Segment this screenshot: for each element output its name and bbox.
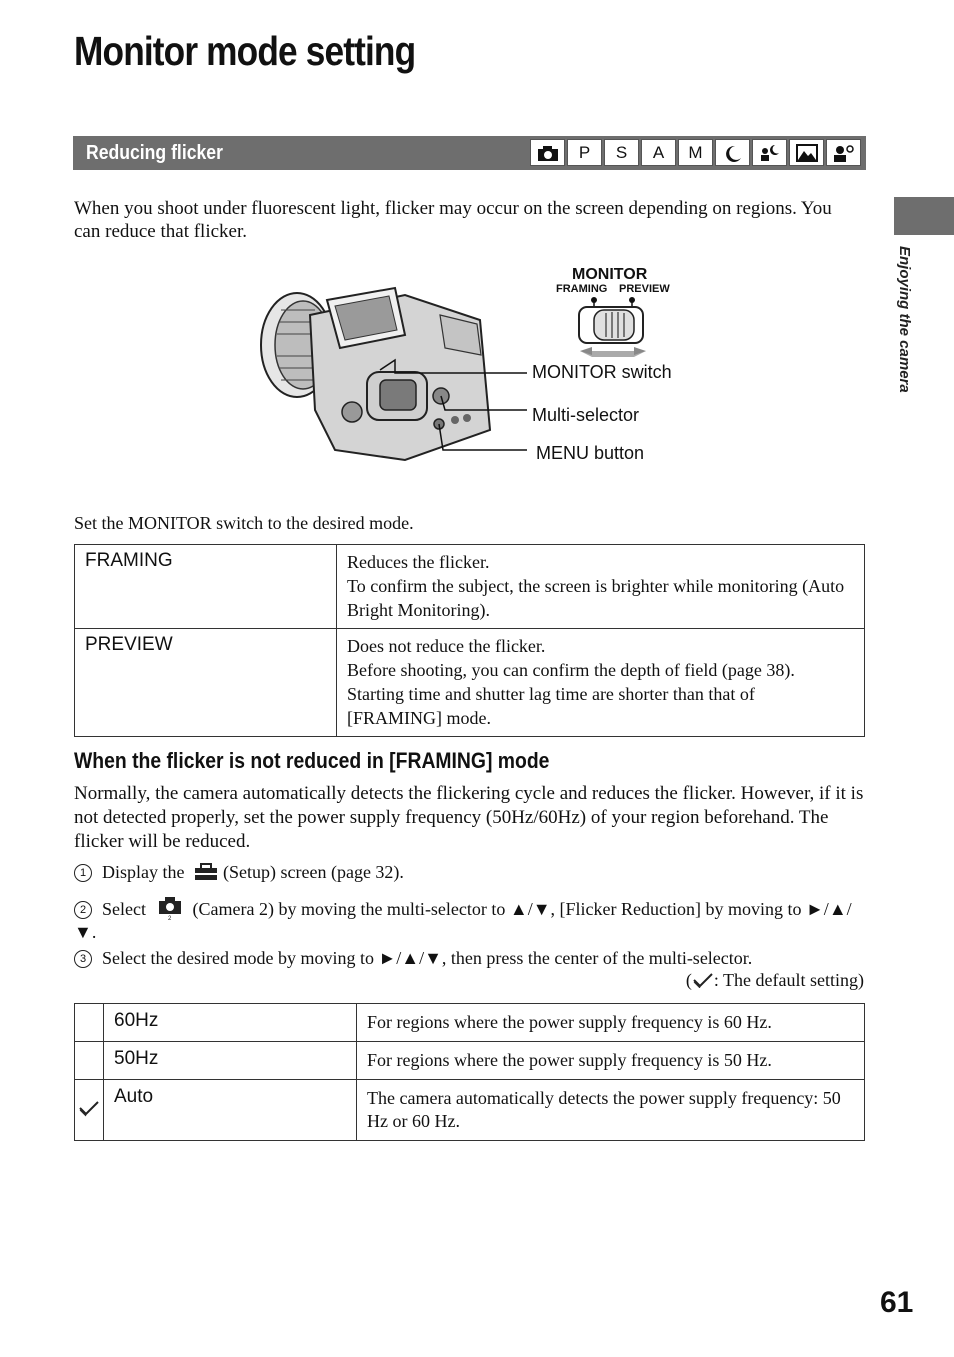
portrait-icon — [826, 139, 861, 166]
night-portrait-icon — [752, 139, 787, 166]
mode-a: A — [641, 139, 676, 166]
frequency-description: The camera automatically detects the power supply frequency: 50 Hz or 60 Hz. — [357, 1080, 865, 1141]
step-1 — [74, 861, 404, 884]
subheading: When the flicker is not reduced in [FRAMING] mode — [74, 748, 550, 773]
step-text: (Setup) screen (page 32). — [223, 862, 404, 882]
step-text: Display the — [102, 862, 185, 882]
framing-label: FRAMING — [556, 283, 608, 295]
section-bar — [73, 136, 866, 170]
monitor-switch-diagram — [572, 295, 652, 363]
intro-paragraph: When you shoot under fluorescent light, flicker may occur on the screen depending on regions. You can reduce that flicker. — [74, 198, 832, 242]
frequency-description: For regions where the power supply frequency is 60 Hz. — [357, 1004, 865, 1042]
description-line: Reduces the flicker. — [347, 552, 490, 572]
frequency-option: 50Hz — [104, 1042, 357, 1080]
mode-m: M — [678, 139, 713, 166]
description-line: To confirm the subject, the screen is brighter while monitoring (Auto Bright Monitoring). — [347, 576, 845, 620]
monitor-label: MONITOR — [572, 266, 648, 283]
step-number: 2 — [74, 901, 92, 919]
svg-text:2: 2 — [168, 916, 172, 921]
step-number: 3 — [74, 950, 92, 968]
description-line: Does not reduce the flicker. — [347, 636, 546, 656]
mode-name: PREVIEW — [75, 629, 337, 737]
step-3 — [74, 947, 864, 970]
table-row — [75, 545, 865, 629]
step-text: Select the desired mode by moving to ►/▲/▼, then press the center of the multi-selector. — [102, 948, 753, 968]
landscape-icon — [789, 139, 824, 166]
mode-name: FRAMING — [75, 545, 337, 629]
mode-p: P — [567, 139, 602, 166]
toolbox-icon — [193, 863, 219, 881]
step-number: 1 — [74, 864, 92, 882]
side-tab — [894, 197, 954, 235]
step-2 — [74, 893, 864, 944]
mode-icons — [530, 139, 861, 166]
page-title: Monitor mode setting — [74, 28, 416, 74]
section-title: Reducing flicker — [86, 142, 223, 164]
camera-icon — [530, 139, 565, 166]
mode-description — [337, 629, 865, 737]
frequency-option: Auto — [104, 1080, 357, 1141]
default-marker — [75, 1080, 104, 1141]
step-text: (Camera 2) by moving the multi-selector to ▲/▼, [Flicker Reduction] by moving to ►/▲/▼. — [74, 899, 852, 942]
mode-table — [74, 544, 865, 737]
night-icon — [715, 139, 750, 166]
frequency-table — [74, 1003, 865, 1141]
table-row — [75, 629, 865, 737]
table-row — [75, 1042, 865, 1080]
body-paragraph: Normally, the camera automatically detects the flickering cycle and reduces the flicker. However, if it is not detected properly, set the power supply frequency (50Hz/60Hz) of your region beforehand. The flicker will be reduced. — [74, 783, 864, 852]
mode-description — [337, 545, 865, 629]
default-marker — [75, 1004, 104, 1042]
check-icon — [692, 972, 714, 988]
callout-multi-selector: Multi-selector — [532, 405, 640, 425]
page-number: 61 — [880, 1286, 914, 1319]
description-line: Before shooting, you can confirm the depth of field (page 38). Starting time and shutter lag time are shorter than that of [FRAMING] mode. — [347, 660, 795, 728]
frequency-description: For regions where the power supply frequency is 50 Hz. — [357, 1042, 865, 1080]
callout-menu-button: MENU button — [536, 443, 645, 463]
set-instruction: Set the MONITOR switch to the desired mode. — [74, 513, 414, 533]
camera-2-icon — [156, 893, 186, 921]
preview-label: PREVIEW — [619, 283, 670, 295]
check-icon — [78, 1099, 100, 1117]
table-row — [75, 1004, 865, 1042]
step-text: Select — [102, 899, 146, 919]
frequency-option: 60Hz — [104, 1004, 357, 1042]
side-tab-label: Enjoying the camera — [896, 246, 913, 393]
default-marker — [75, 1042, 104, 1080]
mode-s: S — [604, 139, 639, 166]
default-note: ( : The default setting) — [685, 970, 864, 990]
table-row — [75, 1080, 865, 1141]
callout-monitor-switch: MONITOR switch — [532, 362, 672, 382]
default-note-text: : The default setting) — [713, 970, 864, 990]
